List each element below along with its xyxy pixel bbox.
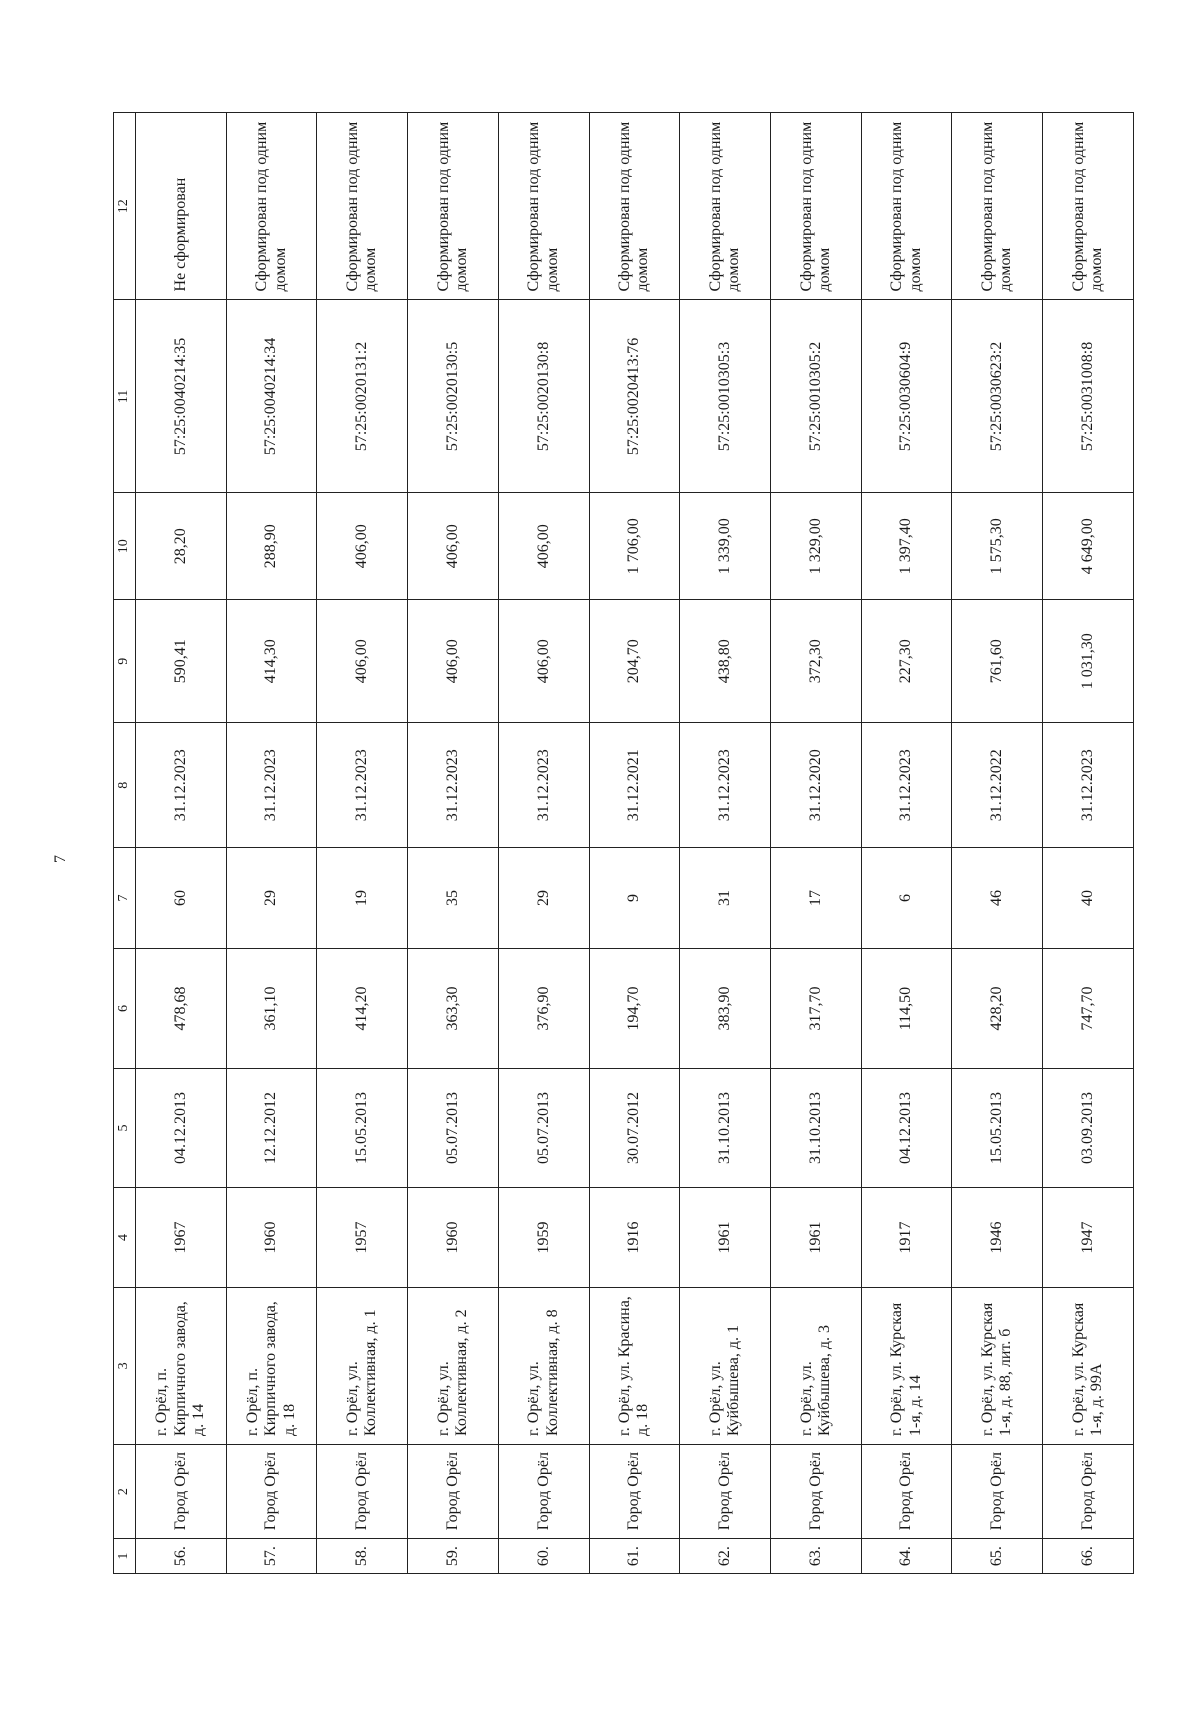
survey-date-cell: 05.07.2013 (408, 1069, 499, 1188)
area-cell: 376,90 (498, 949, 589, 1069)
area-cell: 428,20 (952, 949, 1043, 1069)
area-3-cell: 4 649,00 (1043, 493, 1134, 600)
survey-date-cell: 12.12.2012 (226, 1069, 317, 1188)
status-cell: Сформирован под одним домом (589, 113, 680, 300)
area-cell: 747,70 (1043, 949, 1134, 1069)
status-cell: Сформирован под одним домом (680, 113, 771, 300)
row-number: 66. (1043, 1539, 1134, 1574)
area-cell: 361,10 (226, 949, 317, 1069)
area-cell: 414,20 (317, 949, 408, 1069)
address-cell: г. Орёл, ул. Коллективная, д. 2 (408, 1287, 499, 1444)
page-number: 7 (52, 855, 69, 863)
column-header: 3 (114, 1287, 136, 1444)
column-header: 5 (114, 1069, 136, 1188)
area-3-cell: 406,00 (317, 493, 408, 600)
year-built-cell: 1967 (136, 1188, 227, 1288)
row-number: 59. (408, 1539, 499, 1574)
area-2-cell: 204,70 (589, 600, 680, 723)
survey-date-cell: 03.09.2013 (1043, 1069, 1134, 1188)
cadastral-number-cell: 57:25:0031008:8 (1043, 300, 1134, 493)
year-built-cell: 1946 (952, 1188, 1043, 1288)
area-2-cell: 406,00 (317, 600, 408, 723)
address-cell: г. Орёл, ул. Куйбышева, д. 3 (771, 1287, 862, 1444)
planned-date-cell: 31.12.2023 (408, 723, 499, 848)
planned-date-cell: 31.12.2023 (136, 723, 227, 848)
address-cell: г. Орёл, п. Кирпичного завода, д. 18 (226, 1287, 317, 1444)
planned-date-cell: 31.12.2023 (680, 723, 771, 848)
area-2-cell: 1 031,30 (1043, 600, 1134, 723)
row-number: 58. (317, 1539, 408, 1574)
area-cell: 383,90 (680, 949, 771, 1069)
survey-date-cell: 31.10.2013 (680, 1069, 771, 1188)
area-3-cell: 1 397,40 (861, 493, 952, 600)
year-built-cell: 1961 (771, 1188, 862, 1288)
cadastral-number-cell: 57:25:0020130:5 (408, 300, 499, 493)
address-cell: г. Орёл, ул. Куйбышева, д. 1 (680, 1287, 771, 1444)
row-number: 62. (680, 1539, 771, 1574)
area-3-cell: 406,00 (498, 493, 589, 600)
planned-date-cell: 31.12.2023 (317, 723, 408, 848)
residents-cell: 31 (680, 848, 771, 949)
table-row (317, 113, 408, 1574)
year-built-cell: 1960 (226, 1188, 317, 1288)
locality-cell: Город Орёл (861, 1444, 952, 1538)
planned-date-cell: 31.12.2020 (771, 723, 862, 848)
address-cell: г. Орёл, ул. Курская 1-я, д. 88, лит. б (952, 1287, 1043, 1444)
table-row (408, 113, 499, 1574)
survey-date-cell: 15.05.2013 (952, 1069, 1043, 1188)
status-cell: Сформирован под одним домом (408, 113, 499, 300)
row-number: 61. (589, 1539, 680, 1574)
status-cell: Не сформирован (136, 113, 227, 300)
area-3-cell: 1 575,30 (952, 493, 1043, 600)
address-cell: г. Орёл, ул. Коллективная, д. 1 (317, 1287, 408, 1444)
row-number: 56. (136, 1539, 227, 1574)
area-3-cell: 28,20 (136, 493, 227, 600)
area-2-cell: 372,30 (771, 600, 862, 723)
address-cell: г. Орёл, ул. Коллективная, д. 8 (498, 1287, 589, 1444)
residents-cell: 46 (952, 848, 1043, 949)
table-container (113, 112, 1134, 1574)
planned-date-cell: 31.12.2023 (226, 723, 317, 848)
column-header: 2 (114, 1444, 136, 1538)
address-cell: г. Орёл, ул. Курская 1-я, д. 14 (861, 1287, 952, 1444)
area-2-cell: 414,30 (226, 600, 317, 723)
rotated-table-wrapper (113, 112, 1134, 1574)
status-cell: Сформирован под одним домом (317, 113, 408, 300)
area-cell: 317,70 (771, 949, 862, 1069)
status-cell: Сформирован под одним домом (498, 113, 589, 300)
locality-cell: Город Орёл (317, 1444, 408, 1538)
table-row (771, 113, 862, 1574)
residents-cell: 19 (317, 848, 408, 949)
survey-date-cell: 04.12.2013 (136, 1069, 227, 1188)
year-built-cell: 1917 (861, 1188, 952, 1288)
locality-cell: Город Орёл (680, 1444, 771, 1538)
area-cell: 363,30 (408, 949, 499, 1069)
locality-cell: Город Орёл (226, 1444, 317, 1538)
cadastral-number-cell: 57:25:0030623:2 (952, 300, 1043, 493)
address-cell: г. Орёл, ул. Курская 1-я, д. 99А (1043, 1287, 1134, 1444)
area-2-cell: 590,41 (136, 600, 227, 723)
column-header: 12 (114, 113, 136, 300)
residents-cell: 60 (136, 848, 227, 949)
residents-cell: 17 (771, 848, 862, 949)
housing-table (113, 112, 1134, 1574)
residents-cell: 9 (589, 848, 680, 949)
area-cell: 194,70 (589, 949, 680, 1069)
locality-cell: Город Орёл (408, 1444, 499, 1538)
status-cell: Сформирован под одним домом (1043, 113, 1134, 300)
area-3-cell: 288,90 (226, 493, 317, 600)
cadastral-number-cell: 57:25:0020413:76 (589, 300, 680, 493)
cadastral-number-cell: 57:25:0030604:9 (861, 300, 952, 493)
planned-date-cell: 31.12.2022 (952, 723, 1043, 848)
survey-date-cell: 15.05.2013 (317, 1069, 408, 1188)
table-row (589, 113, 680, 1574)
residents-cell: 40 (1043, 848, 1134, 949)
residents-cell: 29 (498, 848, 589, 949)
area-2-cell: 761,60 (952, 600, 1043, 723)
table-row (226, 113, 317, 1574)
row-number: 63. (771, 1539, 862, 1574)
area-cell: 478,68 (136, 949, 227, 1069)
area-3-cell: 1 706,00 (589, 493, 680, 600)
locality-cell: Город Орёл (952, 1444, 1043, 1538)
residents-cell: 6 (861, 848, 952, 949)
survey-date-cell: 31.10.2013 (771, 1069, 862, 1188)
column-header: 6 (114, 949, 136, 1069)
area-3-cell: 406,00 (408, 493, 499, 600)
locality-cell: Город Орёл (498, 1444, 589, 1538)
address-cell: г. Орёл, ул. Красина, д. 18 (589, 1287, 680, 1444)
locality-cell: Город Орёл (1043, 1444, 1134, 1538)
area-2-cell: 227,30 (861, 600, 952, 723)
status-cell: Сформирован под одним домом (771, 113, 862, 300)
area-cell: 114,50 (861, 949, 952, 1069)
row-number: 64. (861, 1539, 952, 1574)
survey-date-cell: 05.07.2013 (498, 1069, 589, 1188)
cadastral-number-cell: 57:25:0020131:2 (317, 300, 408, 493)
locality-cell: Город Орёл (589, 1444, 680, 1538)
year-built-cell: 1959 (498, 1188, 589, 1288)
area-2-cell: 406,00 (408, 600, 499, 723)
table-row (861, 113, 952, 1574)
status-cell: Сформирован под одним домом (861, 113, 952, 300)
survey-date-cell: 30.07.2012 (589, 1069, 680, 1188)
column-header: 4 (114, 1188, 136, 1288)
year-built-cell: 1960 (408, 1188, 499, 1288)
column-header: 10 (114, 493, 136, 600)
planned-date-cell: 31.12.2023 (1043, 723, 1134, 848)
table-row (680, 113, 771, 1574)
locality-cell: Город Орёл (136, 1444, 227, 1538)
year-built-cell: 1947 (1043, 1188, 1134, 1288)
row-number: 60. (498, 1539, 589, 1574)
residents-cell: 29 (226, 848, 317, 949)
table-row (952, 113, 1043, 1574)
planned-date-cell: 31.12.2023 (498, 723, 589, 848)
planned-date-cell: 31.12.2023 (861, 723, 952, 848)
area-3-cell: 1 329,00 (771, 493, 862, 600)
column-number-row (114, 113, 136, 1574)
status-cell: Сформирован под одним домом (952, 113, 1043, 300)
area-2-cell: 438,80 (680, 600, 771, 723)
year-built-cell: 1957 (317, 1188, 408, 1288)
table-row (498, 113, 589, 1574)
residents-cell: 35 (408, 848, 499, 949)
row-number: 57. (226, 1539, 317, 1574)
table-body (136, 113, 1134, 1574)
survey-date-cell: 04.12.2013 (861, 1069, 952, 1188)
cadastral-number-cell: 57:25:0010305:3 (680, 300, 771, 493)
area-2-cell: 406,00 (498, 600, 589, 723)
year-built-cell: 1961 (680, 1188, 771, 1288)
area-3-cell: 1 339,00 (680, 493, 771, 600)
table-row (1043, 113, 1134, 1574)
column-header: 1 (114, 1539, 136, 1574)
column-header: 11 (114, 300, 136, 493)
cadastral-number-cell: 57:25:0040214:35 (136, 300, 227, 493)
cadastral-number-cell: 57:25:0020130:8 (498, 300, 589, 493)
planned-date-cell: 31.12.2021 (589, 723, 680, 848)
column-header: 9 (114, 600, 136, 723)
cadastral-number-cell: 57:25:0040214:34 (226, 300, 317, 493)
column-header: 8 (114, 723, 136, 848)
table-row (136, 113, 227, 1574)
row-number: 65. (952, 1539, 1043, 1574)
cadastral-number-cell: 57:25:0010305:2 (771, 300, 862, 493)
address-cell: г. Орёл, п. Кирпичного завода, д. 14 (136, 1287, 227, 1444)
status-cell: Сформирован под одним домом (226, 113, 317, 300)
year-built-cell: 1916 (589, 1188, 680, 1288)
column-header: 7 (114, 848, 136, 949)
locality-cell: Город Орёл (771, 1444, 862, 1538)
